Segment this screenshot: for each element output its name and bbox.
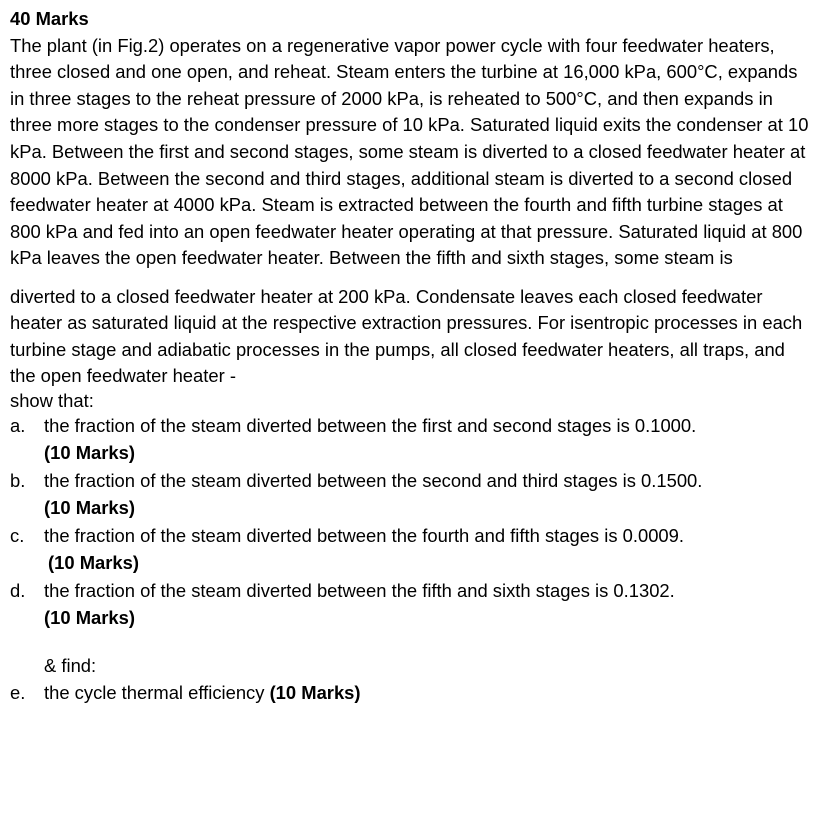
question-marks: (10 Marks) (44, 497, 135, 519)
question-letter: d. (10, 579, 26, 601)
question-e (10, 679, 810, 706)
question-text: the fraction of the steam diverted between the first and second stages is 0.1000. (44, 414, 697, 436)
question-letter: b. (10, 469, 26, 491)
problem-statement-paragraph-2: diverted to a closed feedwater heater at 200 kPa. Condensate leaves each closed feedwater heater as saturated liquid at the respective extraction pressures. For isentropic processes in each turbine stage and adiabatic processes in the pumps, all closed feedwater heaters, all traps, and the open feedwater heater - (10, 285, 803, 387)
question-c (10, 522, 810, 577)
question-text: the fraction of the steam diverted between the second and third stages is 0.1500. (44, 469, 703, 491)
question-letter: e. (10, 681, 26, 703)
question-text: the fraction of the steam diverted between the fourth and fifth stages is 0.0009. (44, 524, 684, 546)
question-marks: (10 Marks) (269, 681, 361, 703)
question-b (10, 467, 810, 522)
question-text: the cycle thermal efficiency (44, 681, 270, 703)
question-marks: (10 Marks) (48, 552, 139, 574)
show-that-label: show that: (10, 389, 94, 411)
question-marks: (10 Marks) (44, 607, 135, 629)
question-d (10, 577, 810, 632)
question-marks: (10 Marks) (44, 442, 135, 464)
total-marks-heading: 40 Marks (10, 8, 89, 29)
question-list (10, 412, 810, 632)
question-letter: c. (10, 524, 25, 546)
find-label: & find: (44, 654, 97, 676)
question-text: the fraction of the steam diverted between the fifth and sixth stages is 0.1302. (44, 579, 675, 601)
question-letter: a. (10, 414, 26, 436)
question-a (10, 412, 810, 467)
problem-statement-paragraph-1: The plant (in Fig.2) operates on a regenerative vapor power cycle with four feedwater heaters, three closed and one open, and reheat. Steam enters the turbine at 16,000 kPa, 600°C, expands in three stages to the reheat pressure of 2000 kPa, is reheated to 500°C, and then expands in three more stages to the condenser pressure of 10 kPa. Saturated liquid exits the condenser at 10 kPa. Between the first and second stages, some steam is diverted to a closed feedwater heater at 8000 kPa. Between the second and third stages, additional steam is diverted to a second closed feedwater heater at 4000 kPa. Steam is extracted between the fourth and fifth turbine stages at 800 kPa and fed into an open feedwater heater operating at that pressure. Saturated liquid at 800 kPa leaves the open feedwater heater. Between the fifth and sixth stages, some steam is (10, 34, 809, 269)
